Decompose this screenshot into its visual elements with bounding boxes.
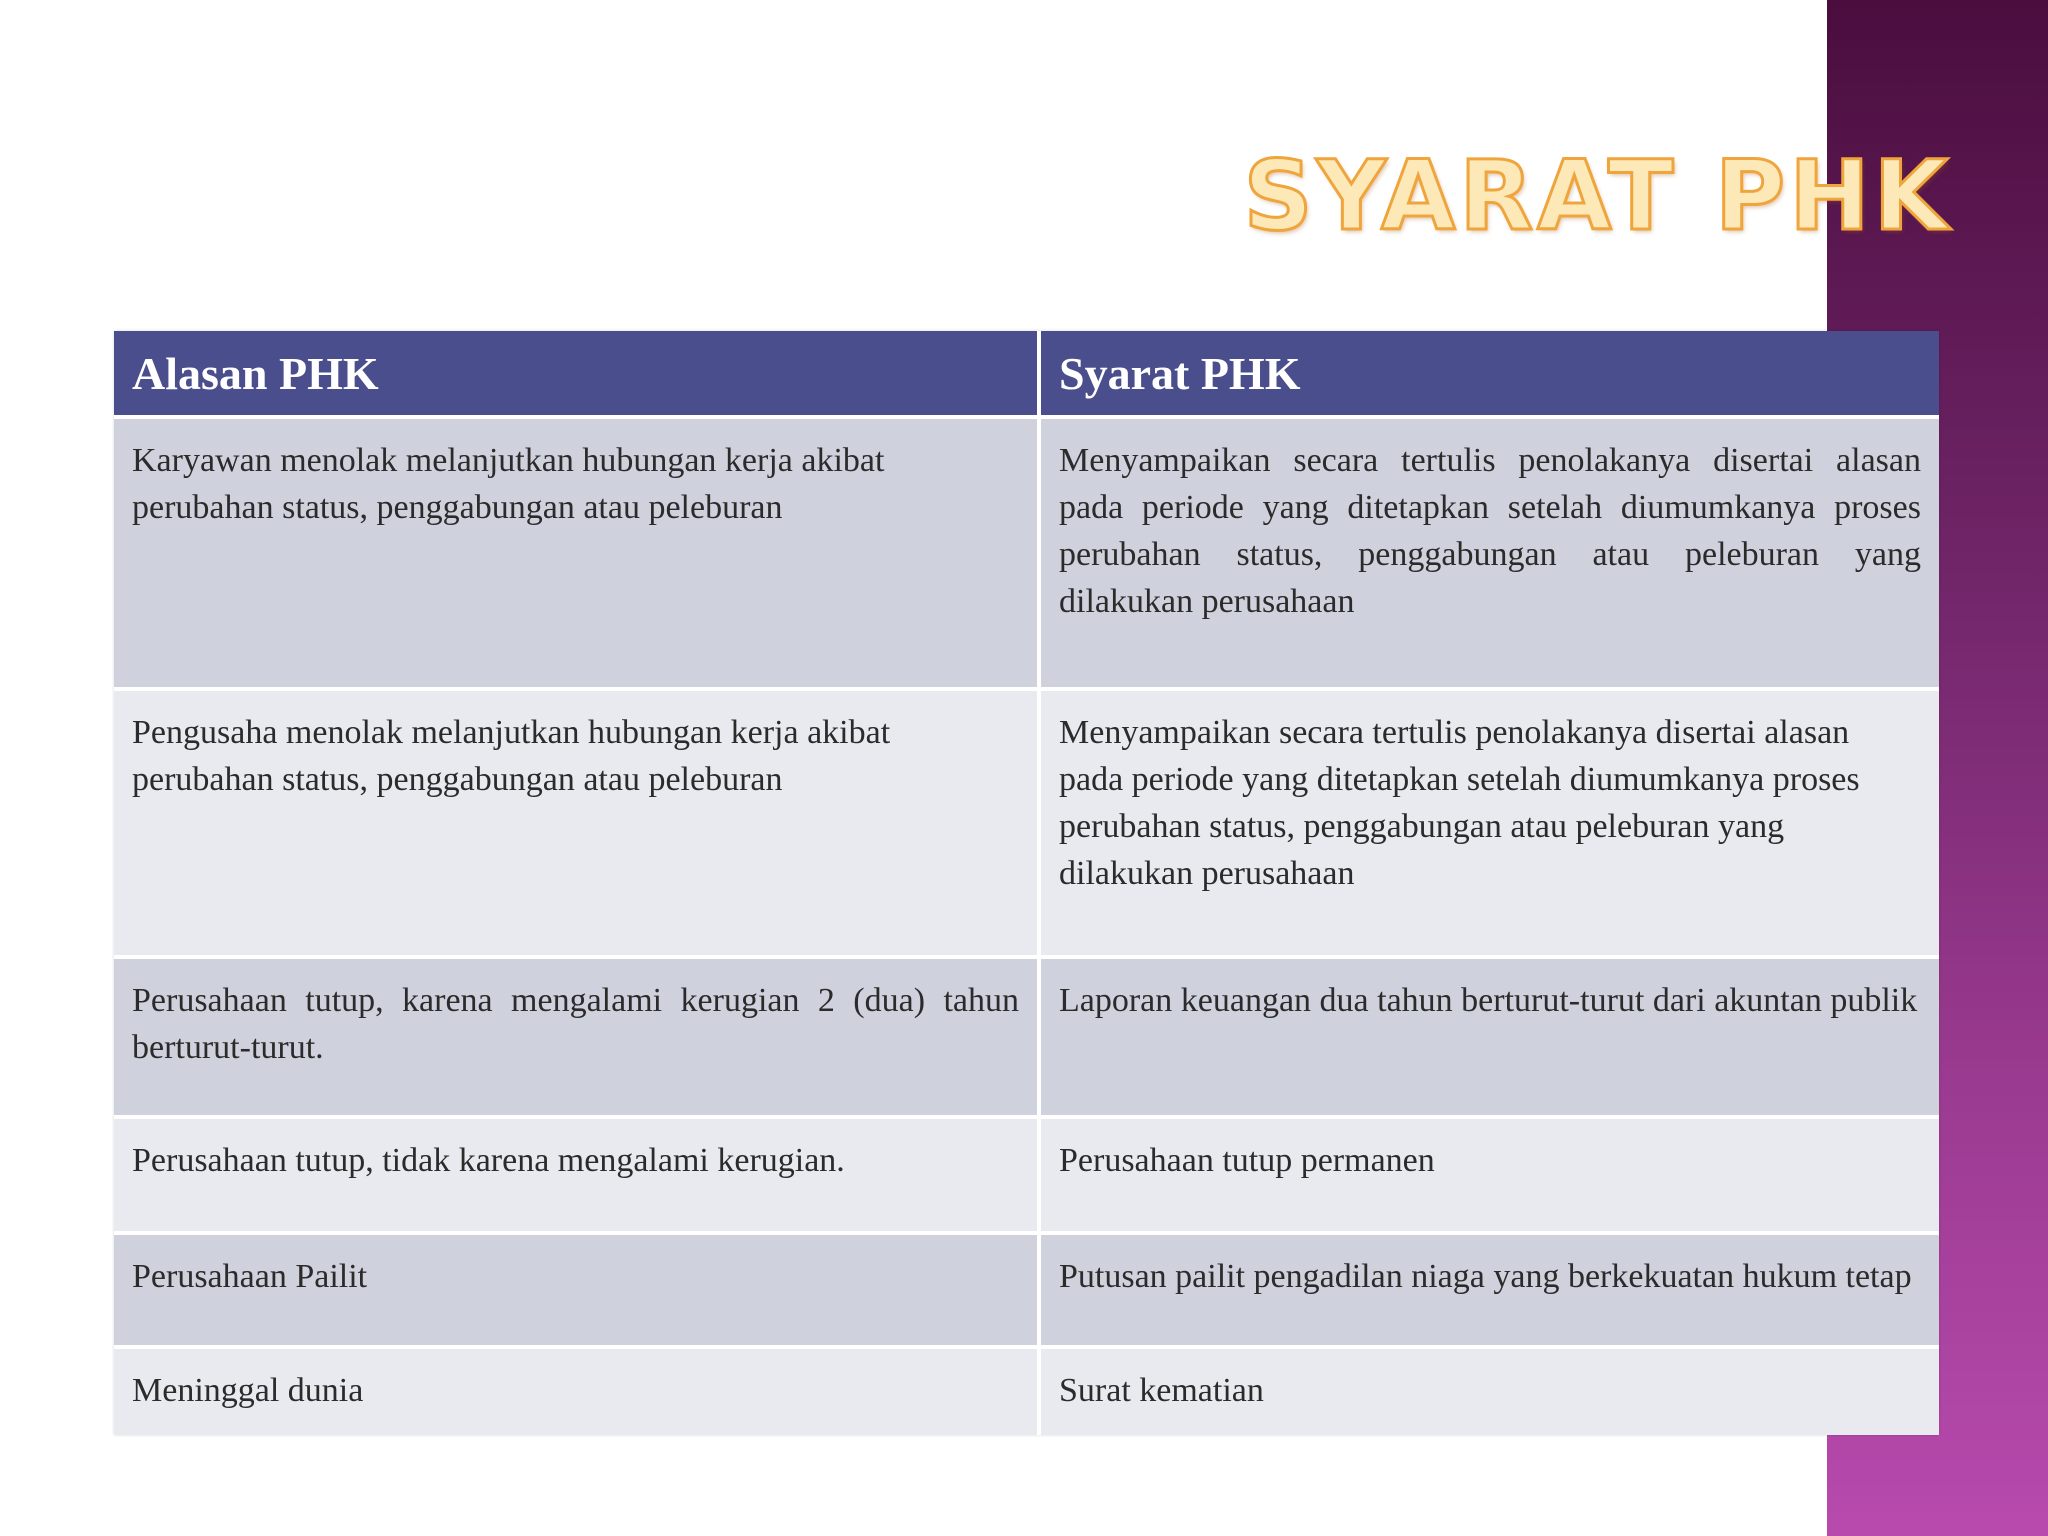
cell-syarat: Perusahaan tutup permanen (1039, 1117, 1939, 1233)
table-header-row (114, 331, 1939, 417)
cell-alasan: Perusahaan tutup, tidak karena mengalami kerugian. (114, 1117, 1039, 1233)
cell-alasan: Pengusaha menolak melanjutkan hubungan kerja akibat perubahan status, penggabungan atau peleburan (114, 689, 1039, 957)
table-row (114, 1347, 1939, 1435)
cell-alasan: Meninggal dunia (114, 1347, 1039, 1435)
slide-title: SYARAT PHK (1243, 140, 1952, 252)
cell-syarat: Surat kematian (1039, 1347, 1939, 1435)
header-syarat: Syarat PHK (1039, 331, 1939, 417)
cell-alasan: Karyawan menolak melanjutkan hubungan kerja akibat perubahan status, penggabungan atau peleburan (114, 417, 1039, 689)
cell-syarat: Menyampaikan secara tertulis penolakanya disertai alasan pada periode yang ditetapkan setelah diumumkanya proses perubahan status, penggabungan atau peleburan yang dilakukan perusahaan (1039, 417, 1939, 689)
phk-table (114, 331, 1939, 1435)
cell-alasan: Perusahaan Pailit (114, 1233, 1039, 1347)
table-row (114, 1233, 1939, 1347)
cell-syarat: Menyampaikan secara tertulis penolakanya disertai alasan pada periode yang ditetapkan setelah diumumkanya proses perubahan status, penggabungan atau peleburan yang dilakukan perusahaan (1039, 689, 1939, 957)
phk-table-container (114, 331, 1939, 1435)
table-row (114, 957, 1939, 1117)
cell-syarat: Putusan pailit pengadilan niaga yang berkekuatan hukum tetap (1039, 1233, 1939, 1347)
table-row (114, 1117, 1939, 1233)
cell-alasan: Perusahaan tutup, karena mengalami kerugian 2 (dua) tahun berturut-turut. (114, 957, 1039, 1117)
header-alasan: Alasan PHK (114, 331, 1039, 417)
table-row (114, 689, 1939, 957)
table-row (114, 417, 1939, 689)
cell-syarat: Laporan keuangan dua tahun berturut-turut dari akuntan publik (1039, 957, 1939, 1117)
